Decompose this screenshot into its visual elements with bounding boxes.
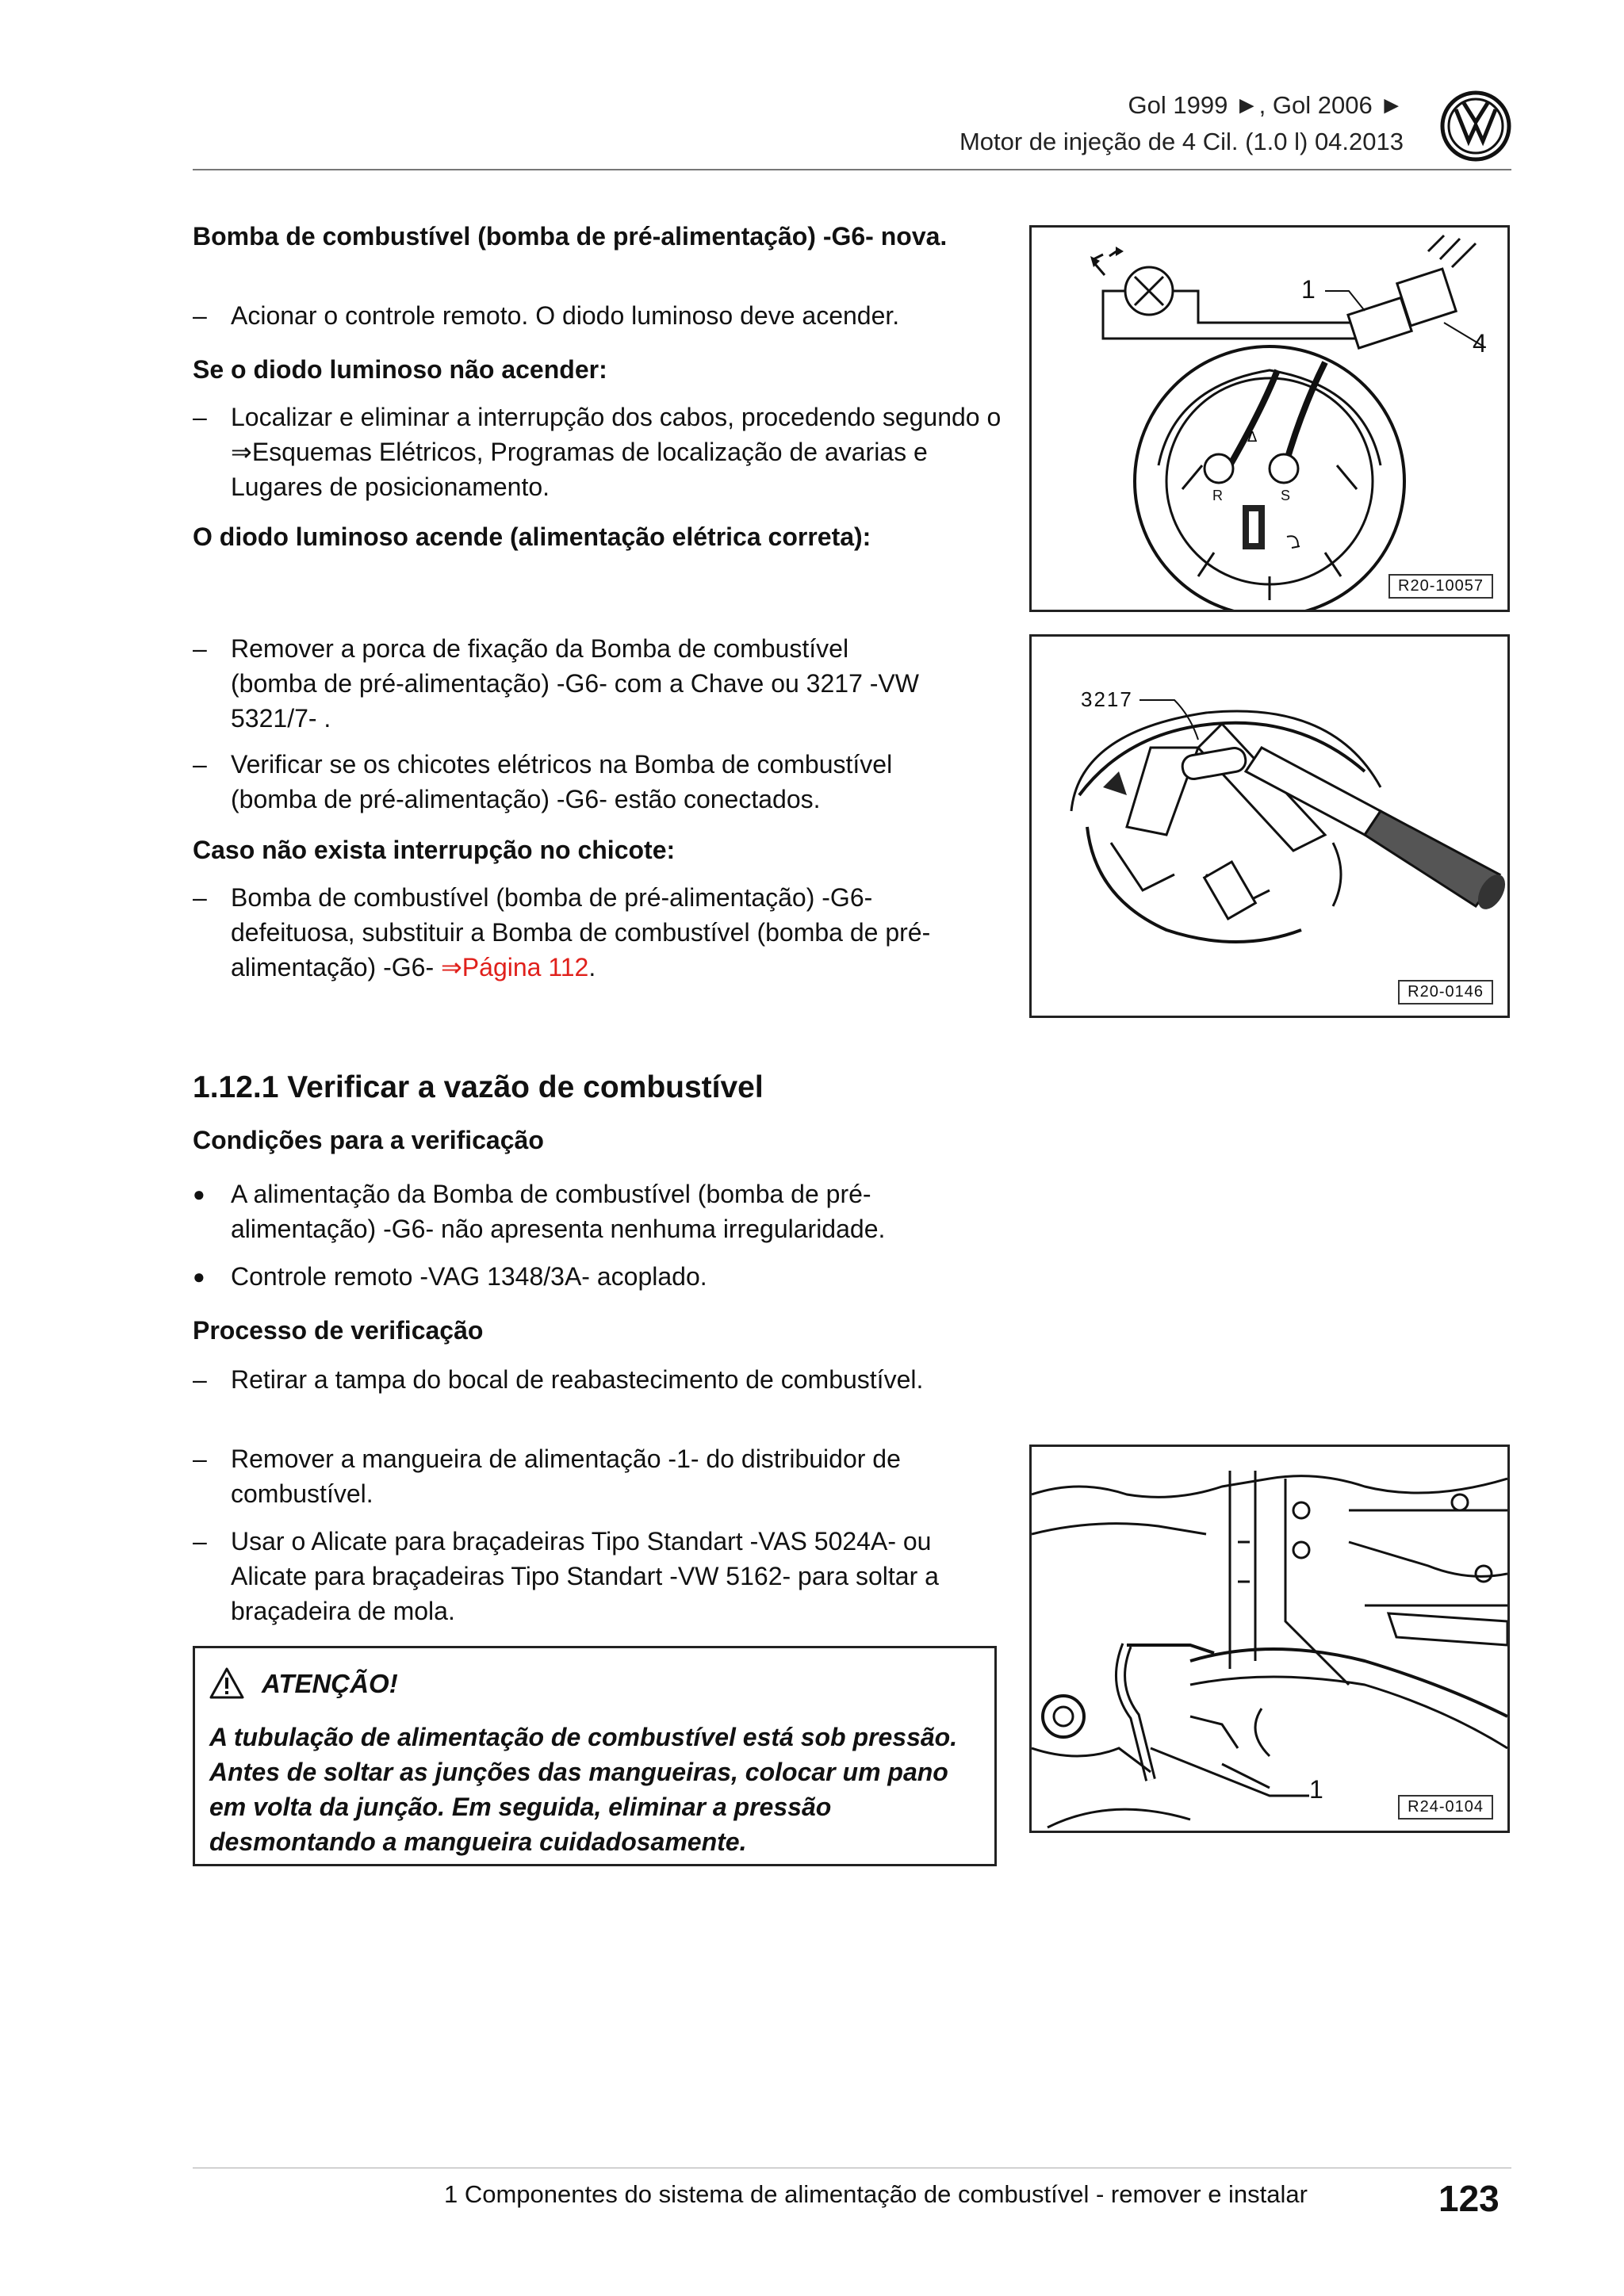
figure-tool-3217 xyxy=(1029,634,1510,1018)
step-text: Retirar a tampa do bocal de reabastecimento de combustível. xyxy=(231,1365,924,1394)
dash-marker: – xyxy=(193,1527,207,1556)
step-text-post: . xyxy=(588,953,596,982)
dash-marker: – xyxy=(193,1445,207,1473)
warning-box xyxy=(193,1646,997,1866)
figure-fuel-pump-test xyxy=(1029,225,1510,612)
tool-label: 3217 xyxy=(1081,687,1133,711)
figure-code: R24-0104 xyxy=(1398,1795,1493,1820)
subheading-led-lit: O diodo luminoso acende (alimentação elétrica correta): xyxy=(193,522,871,551)
dash-marker: – xyxy=(193,301,207,330)
page-number: 123 xyxy=(1438,2178,1500,2219)
footer-chapter: 1 Componentes do sistema de alimentação de combustível - remover e instalar xyxy=(444,2180,1308,2208)
callout-4: 4 xyxy=(1473,329,1487,358)
figure-code: R20-10057 xyxy=(1388,574,1493,599)
section-title: 1.12.1 Verificar a vazão de combustível xyxy=(193,1070,764,1104)
heading-procedure: Processo de verificação xyxy=(193,1316,484,1345)
dash-marker: – xyxy=(193,883,207,912)
step-text: Verificar se os chicotes elétricos na Bomba de combustível (bomba de pré-alimentação) -G6- estão conectados. xyxy=(231,750,893,813)
callout-1: 1 xyxy=(1309,1775,1323,1804)
dash-marker: – xyxy=(193,1365,207,1394)
step-text-pre: Bomba de combustível (bomba de pré-alimentação) -G6- defeituosa, substituir a Bomba de combustível (bomba de pré-alimentação) -G6- xyxy=(231,883,931,982)
dash-marker: – xyxy=(193,634,207,663)
step-text: Remover a porca de fixação da Bomba de combustível (bomba de pré-alimentação) -G6- com a Chave ou 3217 -VW 5321/7- . xyxy=(231,634,919,733)
svg-text:Δ: Δ xyxy=(1247,429,1258,446)
bullet-marker: ● xyxy=(193,1182,205,1206)
header-rule xyxy=(193,169,1511,170)
bullet-marker: ● xyxy=(193,1265,205,1288)
wiring-diagram-ref: Esquemas Elétricos, Programas de localização de avarias e Lugares de posicionamento. xyxy=(231,438,928,501)
dash-marker: – xyxy=(193,750,207,779)
figure-code: R20-0146 xyxy=(1398,980,1493,1004)
subheading-no-interruption: Caso não exista interrupção no chicote: xyxy=(193,836,676,864)
step-text: Remover a mangueira de alimentação -1- do distribuidor de combustível. xyxy=(231,1445,901,1508)
ref-arrow-icon: ⇒ xyxy=(440,953,462,982)
callout-1: 1 xyxy=(1301,275,1316,304)
condition-text: A alimentação da Bomba de combustível (bomba de pré-alimentação) -G6- não apresenta nenhuma irregularidade. xyxy=(231,1180,886,1243)
ref-arrow-icon: ⇒ xyxy=(231,438,252,466)
subheading-led-not-lit: Se o diodo luminoso não acender: xyxy=(193,355,607,384)
figure-hose-removal xyxy=(1029,1445,1510,1833)
dash-marker: – xyxy=(193,403,207,431)
label-r: R xyxy=(1212,488,1223,503)
page-link[interactable]: Página 112 xyxy=(462,953,589,982)
warning-text: A tubulação de alimentação de combustível está sob pressão. Antes de soltar as junções das mangueiras, colocar um pano em volta da junção. Em seguida, eliminar a pressão desmontando a mangueira cuidadosamente. xyxy=(209,1723,958,1856)
step-text: Acionar o controle remoto. O diodo luminoso deve acender. xyxy=(231,301,900,330)
warning-title: ATENÇÃO! xyxy=(262,1669,398,1698)
header-engine-line: Motor de injeção de 4 Cil. (1.0 l) 04.2013 xyxy=(959,128,1404,155)
step-text xyxy=(231,880,976,985)
step-text xyxy=(231,400,1016,504)
step-text-pre: Localizar e eliminar a interrupção dos cabos, procedendo segundo o xyxy=(231,403,1002,431)
heading-conditions: Condições para a verificação xyxy=(193,1126,544,1154)
heading-new-pump: Bomba de combustível (bomba de pré-alimentação) -G6- nova. xyxy=(193,222,948,251)
step-text: Usar o Alicate para braçadeiras Tipo Standart -VAS 5024A- ou Alicate para braçadeiras Tipo Standart -VW 5162- para soltar a braçadeira de mola. xyxy=(231,1527,939,1625)
vw-logo xyxy=(1440,90,1511,162)
label-s: S xyxy=(1281,488,1291,503)
condition-text: Controle remoto -VAG 1348/3A- acoplado. xyxy=(231,1262,707,1291)
warning-triangle-icon xyxy=(209,1667,244,1699)
header-model-line: Gol 1999 ►, Gol 2006 ► xyxy=(1128,91,1404,119)
